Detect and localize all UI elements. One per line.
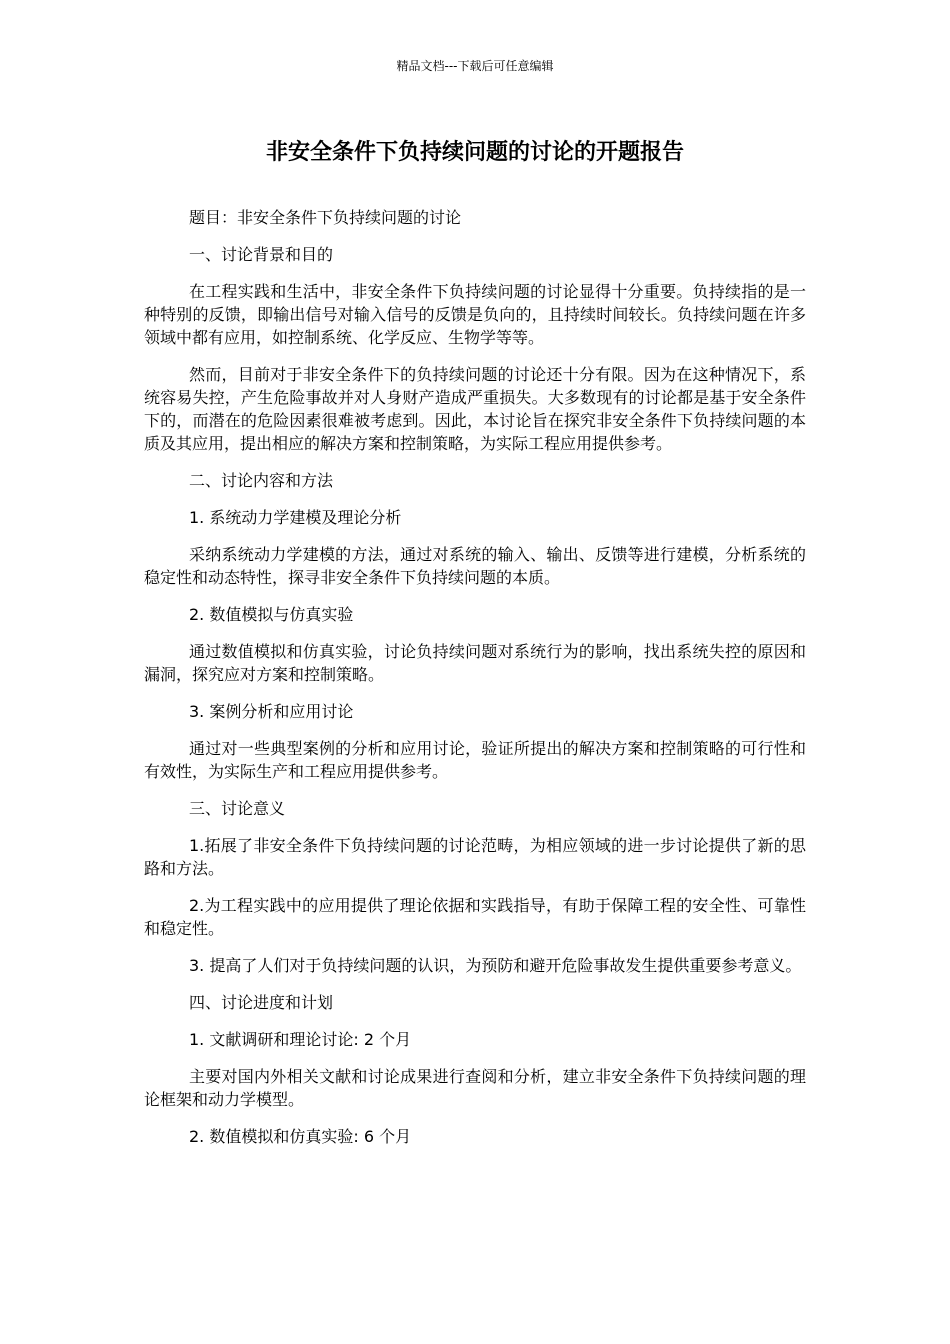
significance-item-2: 2.为工程实践中的应用提供了理论依据和实践指导，有助于保障工程的安全性、可靠性和稳定性。 [144,896,806,938]
case-analysis-paragraph: 通过对一些典型案例的分析和应用讨论，验证所提出的解决方案和控制策略的可行性和有效性，为实际生产和工程应用提供参考。 [144,739,806,781]
background-paragraph-1: 在工程实践和生活中，非安全条件下负持续问题的讨论显得十分重要。负持续指的是一种特别的反馈，即输出信号对输入信号的反馈是负向的，且持续时间较长。负持续问题在许多领域中都有应用，如控制系统、化学反应、生物学等等。 [144,282,806,347]
schedule-item-2: 2. 数值模拟和仿真实验: 6 个月 [189,1127,412,1146]
section-heading-background: 一、讨论背景和目的 [189,245,334,264]
simulation-paragraph: 通过数值模拟和仿真实验，讨论负持续问题对系统行为的影响，找出系统失控的原因和漏洞，探究应对方案和控制策略。 [144,642,806,684]
modeling-paragraph: 采纳系统动力学建模的方法，通过对系统的输入、输出、反馈等进行建模，分析系统的稳定性和动态特性，探寻非安全条件下负持续问题的本质。 [144,545,806,587]
significance-item-3: 3. 提高了人们对于负持续问题的认识，为预防和避开危险事故发生提供重要参考意义。 [189,956,802,975]
schedule-item-1: 1. 文献调研和理论讨论: 2 个月 [189,1030,412,1049]
document-body [144,206,806,1162]
subheading-case-analysis: 3. 案例分析和应用讨论 [189,702,354,721]
background-paragraph-2: 然而，目前对于非安全条件下的负持续问题的讨论还十分有限。因为在这种情况下，系统容易失控，产生危险事故并对人身财产造成严重损失。大多数现有的讨论都是基于安全条件下的，而潜在的危险因素很难被考虑到。因此，本讨论旨在探究非安全条件下负持续问题的本质及其应用，提出相应的解决方案和控制策略，为实际工程应用提供参考。 [144,365,806,453]
document-title: 非安全条件下负持续问题的讨论的开题报告 [265,140,684,165]
section-heading-significance: 三、讨论意义 [189,799,286,818]
topic-line: 题目：非安全条件下负持续问题的讨论 [189,208,462,227]
page-header: 精品文档---下载后可任意编辑 [396,59,554,73]
significance-item-1: 1.拓展了非安全条件下负持续问题的讨论范畴，为相应领域的进一步讨论提供了新的思路和方法。 [144,836,806,878]
schedule-item-1-description: 主要对国内外相关文献和讨论成果进行查阅和分析，建立非安全条件下负持续问题的理论框架和动力学模型。 [144,1067,806,1109]
subheading-simulation: 2. 数值模拟与仿真实验 [189,605,354,624]
subheading-modeling: 1. 系统动力学建模及理论分析 [189,508,402,527]
section-heading-content-methods: 二、讨论内容和方法 [189,471,334,490]
section-heading-schedule: 四、讨论进度和计划 [189,993,334,1012]
